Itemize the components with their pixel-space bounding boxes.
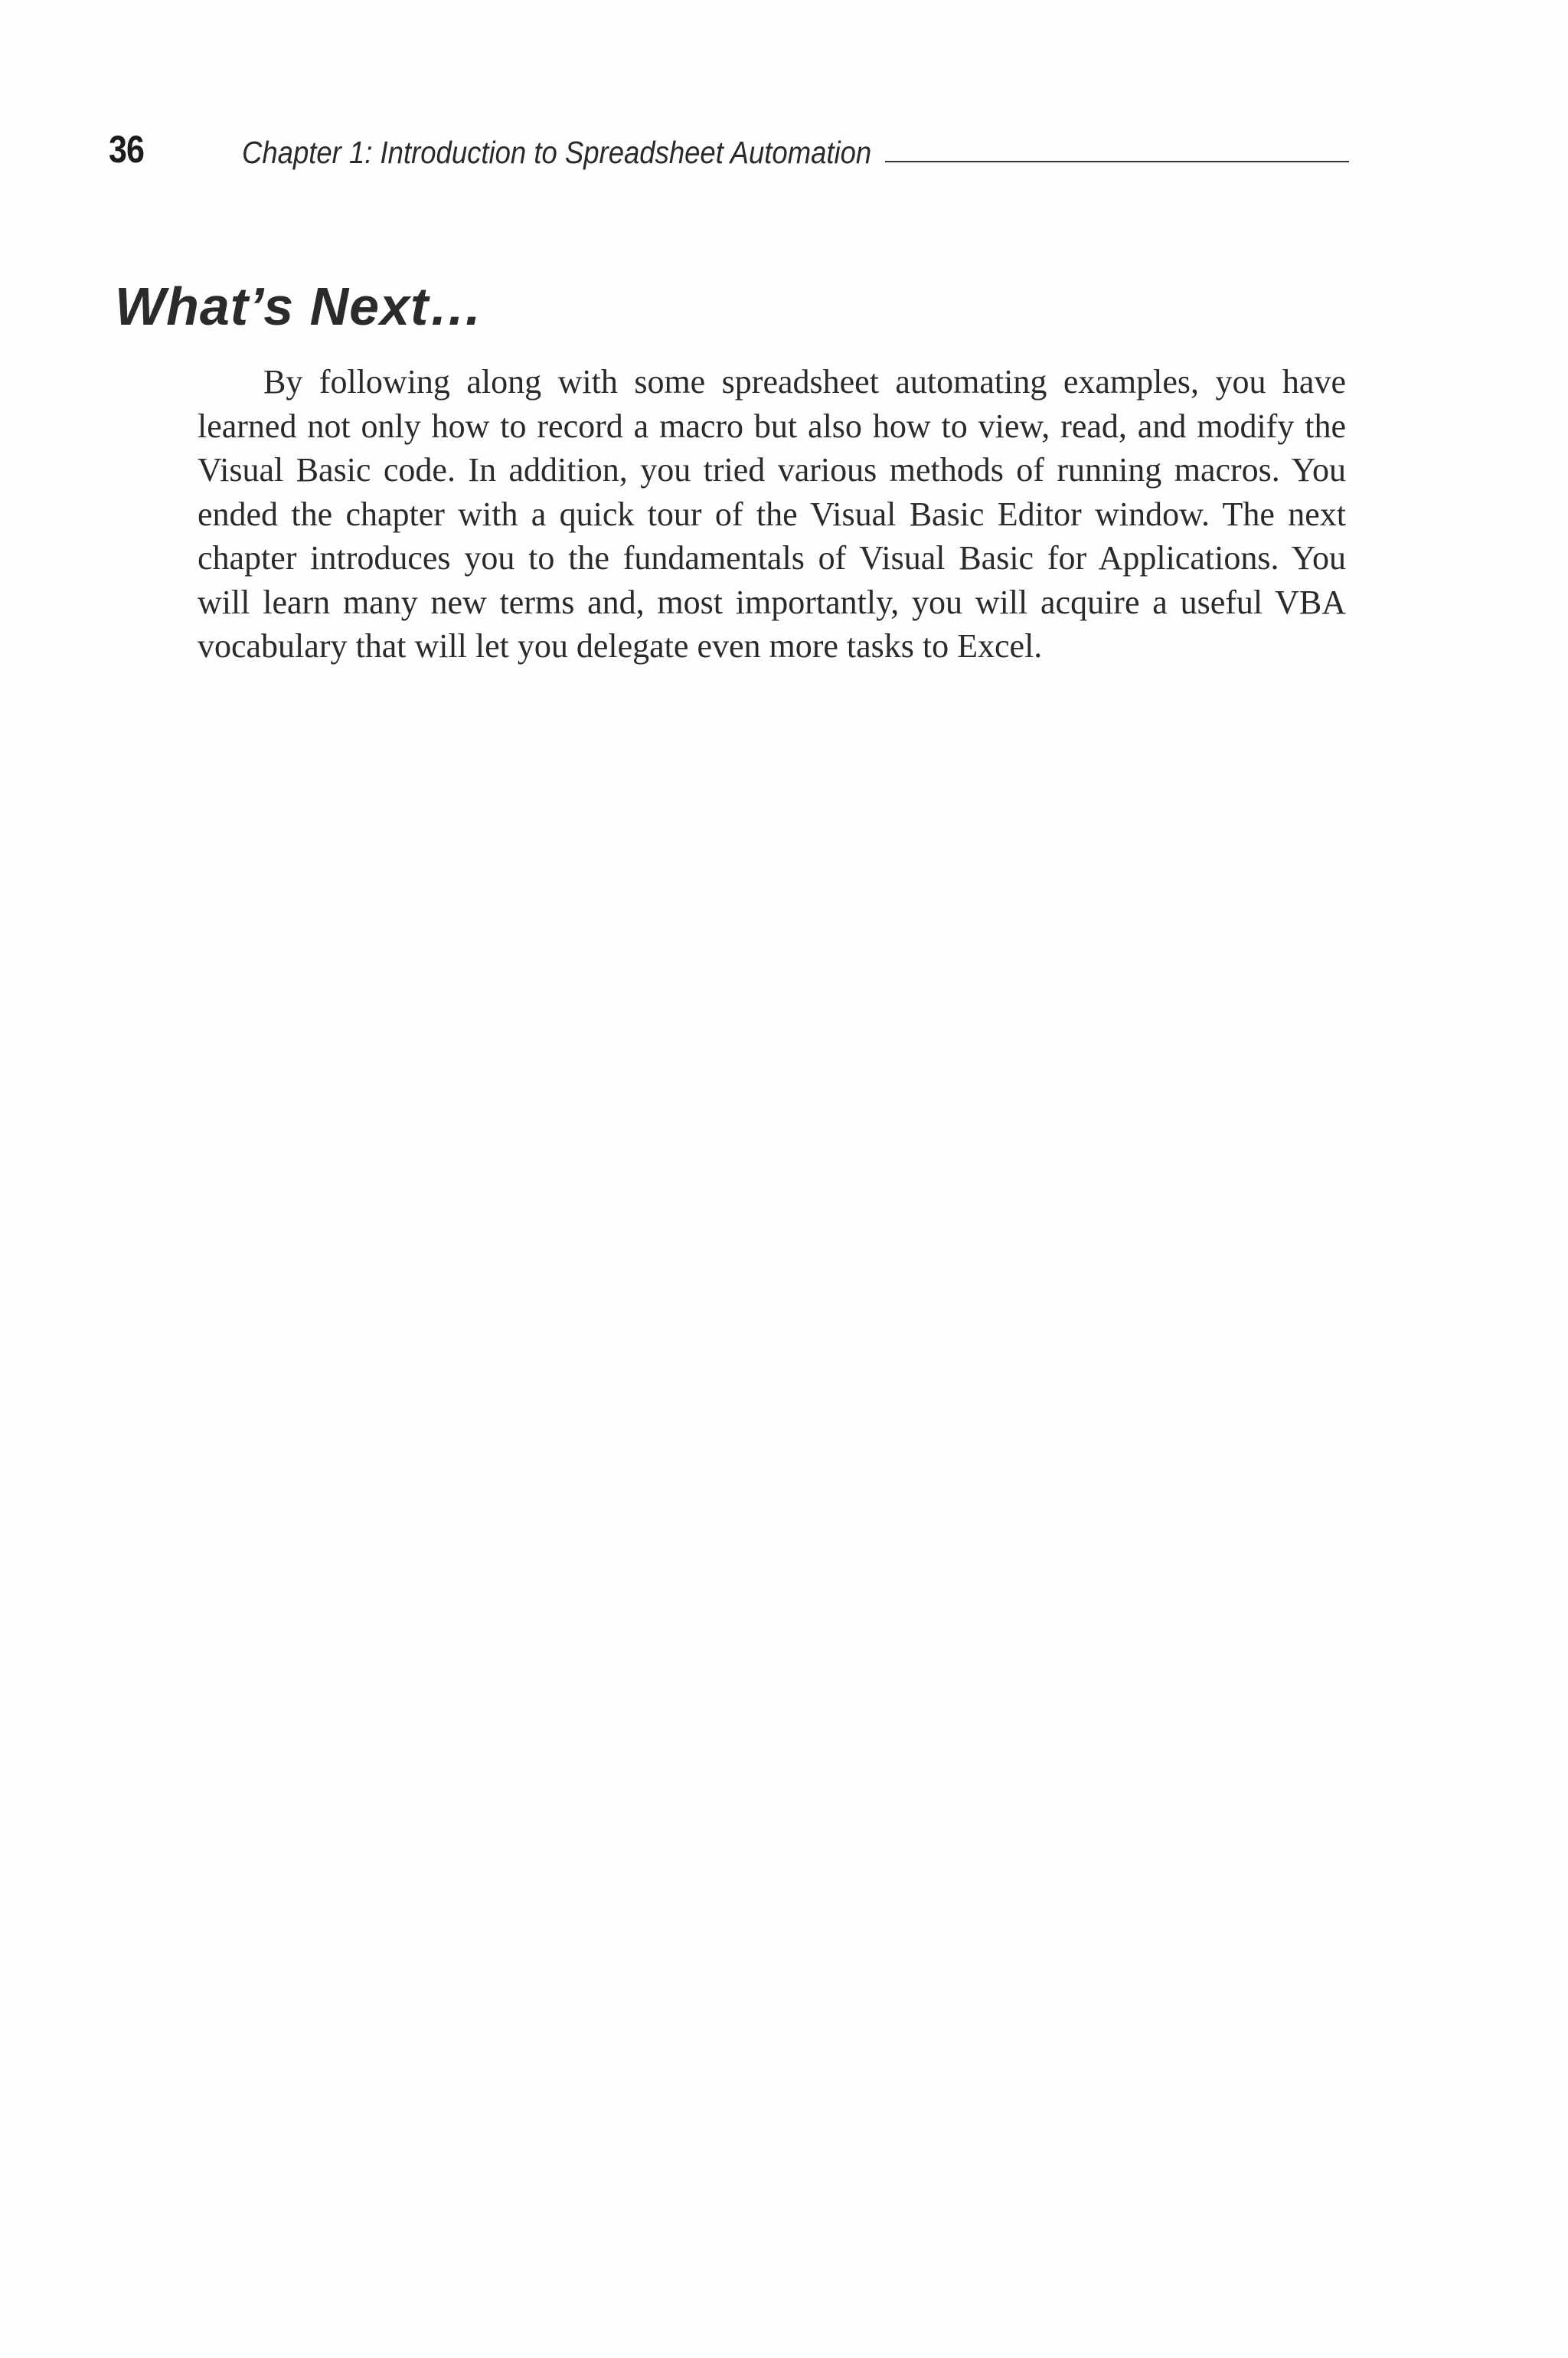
section-heading: What’s Next… [115, 276, 484, 336]
chapter-title: Chapter 1: Introduction to Spreadsheet Automation [242, 135, 872, 170]
page-number: 36 [109, 128, 145, 171]
running-header [109, 123, 1349, 176]
body-paragraph: By following along with some spreadsheet automating examples, you have learned not only how to record a macro but also how to view, read, and modify the Visual Basic code. In addition, you tried various methods of running macros. You ended the chapter with a quick tour of the Visual Basic Editor window. The next chapter introduces you to the fundamentals of Visual Basic for Applications. You will learn many new terms and, most importantly, you will acquire a useful VBA vocabulary that will let you delegate even more tasks to Excel. [198, 363, 1346, 665]
header-rule [885, 161, 1349, 162]
